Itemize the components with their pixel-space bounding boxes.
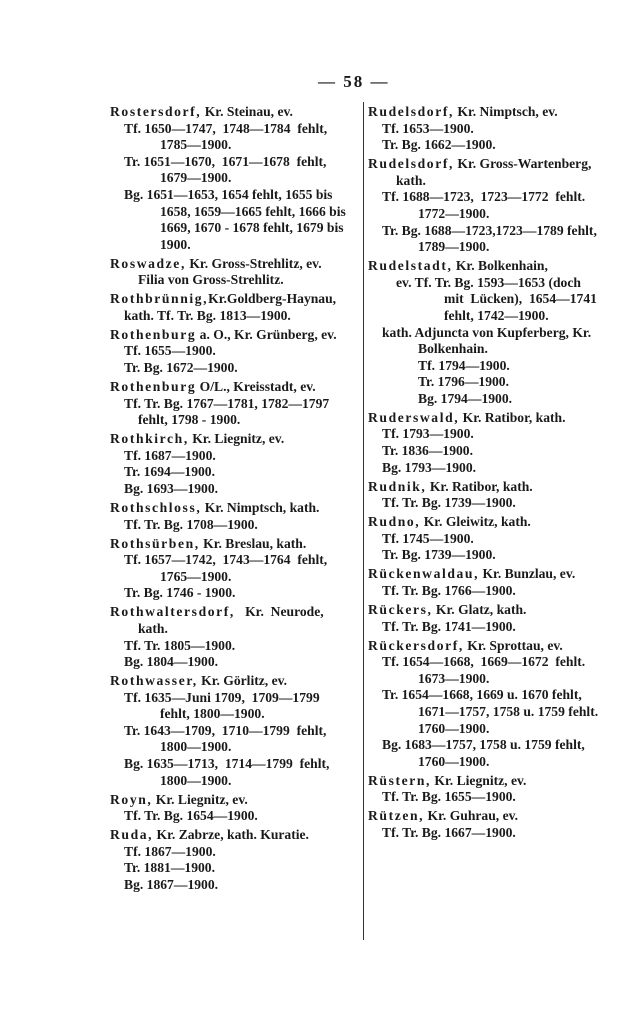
record-line: Bg. 1683—1757, 1758 u. 1759 fehlt, [382,737,585,753]
record-line: kath. [138,620,168,636]
place-name: Rothsürben, [110,535,200,551]
record-line: 1760—1900. [418,753,490,769]
record-line: Tr. Bg. 1739—1900. [382,547,496,563]
place-district: Kr. Liegnitz, ev. [152,791,248,807]
place-district: Kr. Sprottau, ev. [463,637,563,653]
record-line: 1673—1900. [418,670,490,686]
place-entry [368,773,630,806]
entry-heading [110,104,360,121]
place-district: Kr. Neurode, [234,604,324,620]
place-name: Rückenwaldau, [368,566,480,582]
record-line: Tr. 1796—1900. [418,374,510,390]
place-district: Kr. Zabrze, kath. Kuratie. [153,827,309,843]
place-entry [110,327,360,377]
place-name: Rothschloss, [110,500,202,515]
place-name: Rothenburg [110,379,197,395]
record-line: 1772—1900. [418,205,490,221]
record-line: 1765—1900. [160,568,232,584]
record-line: Tf. 1794—1900. [418,357,510,373]
place-entry [368,156,630,256]
record-line: 1679—1900. [160,170,232,186]
place-entry [110,379,360,429]
entry-heading [368,104,630,121]
entry-heading [110,536,360,553]
place-entry [368,258,630,407]
place-name: Rudno, [368,514,421,530]
entry-heading [110,792,360,809]
record-line: Tf. Tr. Bg. 1655—1900. [382,789,516,805]
place-name: Rothkirch, [110,431,189,447]
record-line: Tr. 1881—1900. [124,860,216,876]
place-entry [368,479,630,512]
record-line: Tf. 1654—1668, 1669—1672 fehlt. [382,654,586,670]
entry-heading [110,256,360,273]
place-district: Kr. Nimptsch, kath. [201,500,320,515]
place-name: Rüstern, [368,772,432,788]
left-column [110,104,360,896]
place-name: Rückers, [368,601,433,617]
place-district: Kr. Ratibor, kath. [459,409,566,425]
place-entry [110,104,360,253]
record-line: fehlt, 1800—1900. [160,706,265,722]
place-district: Kr. Liegnitz, ev. [431,772,527,788]
entry-heading [110,604,360,621]
record-line: kath. Tf. Tr. Bg. 1813—1900. [124,307,291,323]
entry-heading [110,379,360,396]
record-line: 1900. [160,236,191,252]
place-district: Kr. Breslau, kath. [199,535,307,551]
place-name: Roswadze, [110,255,186,271]
record-line: Bg. 1693—1900. [124,481,219,497]
record-line: Tf. 1653—1900. [382,120,474,136]
record-line: Tr. Bg. 1688—1723,1723—1789 fehlt, [382,222,597,238]
place-entry [110,291,360,324]
record-line: Bg. 1793—1900. [382,459,477,475]
place-name: Ruda, [110,827,154,843]
place-entry [368,514,630,564]
record-line: Tf. 1688—1723, 1723—1772 fehlt. [382,189,586,205]
place-district: Kr. Bolkenhain, [452,258,548,274]
place-entry [110,256,360,289]
place-name: Rudelsdorf, [368,156,454,172]
record-line: Bg. 1635—1713, 1714—1799 fehlt, [124,756,330,772]
record-line: 1671—1757, 1758 u. 1759 fehlt. [418,703,599,719]
place-entry [368,602,630,635]
record-line: Tr. 1654—1668, 1669 u. 1670 fehlt, [382,687,582,703]
record-line: Tr. 1694—1900. [124,464,216,480]
place-name: Rothwaltersdorf, [110,604,235,620]
entry-heading [368,410,630,427]
record-line: Tf. Tr. 1805—1900. [124,637,236,653]
place-entry [110,500,360,533]
record-line: 1789—1900. [418,239,490,255]
place-name: Rostersdorf, [110,104,202,119]
record-line: Tf. 1657—1742, 1743—1764 fehlt, [124,552,328,568]
record-line: Tf. Tr. Bg. 1708—1900. [124,516,258,532]
place-district: Kr. Glatz, kath. [432,601,527,617]
entry-heading [110,673,360,690]
right-column [368,104,630,844]
place-entry [110,827,360,893]
place-entry [110,673,360,789]
record-line: Tf. 1745—1900. [382,530,474,546]
entry-heading [110,431,360,448]
place-entry [368,104,630,154]
place-name: Rückersdorf, [368,637,464,653]
record-line: 1669, 1670 - 1678 fehlt, 1679 bis [160,220,344,236]
entry-heading [368,566,630,583]
record-line: 1760—1900. [418,720,490,736]
record-line: Bg. 1867—1900. [124,877,219,893]
place-entry [368,808,630,841]
place-district: Kr. Gross-Strehlitz, ev. [185,255,322,271]
place-entry [110,792,360,825]
record-line: Tf. 1687—1900. [124,447,216,463]
place-district: Kr. Guhrau, ev. [424,808,519,824]
entry-heading [110,327,360,344]
record-line: Bg. 1804—1900. [124,654,219,670]
record-line: Tf. Tr. Bg. 1667—1900. [382,824,516,840]
place-entry [110,604,360,670]
entry-heading [368,638,630,655]
record-line: Tf. 1867—1900. [124,843,216,859]
record-line: 1658, 1659—1665 fehlt, 1666 bis [160,203,346,219]
entry-heading [368,808,630,825]
record-line: Bg. 1794—1900. [418,390,513,406]
place-district: O/L., Kreisstadt, ev. [196,379,316,395]
record-line: fehlt, 1798 - 1900. [138,412,241,428]
record-line: Tf. 1793—1900. [382,426,474,442]
record-line: Tr. 1836—1900. [382,443,474,459]
entry-heading [368,514,630,531]
entry-heading [110,500,360,517]
record-line: fehlt, 1742—1900. [444,307,549,323]
record-line: Bolkenhain. [418,341,488,357]
place-entry [110,536,360,602]
place-district: Kr.Goldberg-Haynau, [208,291,337,307]
place-name: Rudelsdorf, [368,104,454,119]
place-name: Rudnik, [368,478,427,494]
place-name: Rothbrünnig, [110,291,209,307]
place-entry [368,638,630,771]
place-name: Rothenburg [110,326,197,342]
record-line: 1800—1900. [160,739,232,755]
record-line: Bg. 1651—1653, 1654 fehlt, 1655 bis [124,186,333,202]
record-line: Tf. Tr. Bg. 1654—1900. [124,808,258,824]
page-number: — 58 — [318,72,390,91]
record-line: kath. Adjuncta von Kupferberg, Kr. [382,324,592,340]
record-line: mit Lücken), 1654—1741 [444,291,597,307]
record-line: 1800—1900. [160,772,232,788]
record-line: Tr. 1643—1709, 1710—1799 fehlt, [124,722,327,738]
place-district: Kr. Gleiwitz, kath. [420,514,531,530]
place-district: Kr. Liegnitz, ev. [188,431,285,447]
place-name: Rudelstadt, [368,258,453,274]
place-district: Kr. Steinau, ev. [201,104,293,119]
record-line: Tr. Bg. 1746 - 1900. [124,585,236,601]
place-district: Kr. Gross-Wartenberg, [453,156,592,172]
place-name: Rothwasser, [110,673,198,689]
place-name: Ruderswald, [368,409,460,425]
place-name: Royn, [110,791,153,807]
entry-heading [368,602,630,619]
place-district: Kr. Bunzlau, ev. [479,566,576,582]
entry-heading [368,156,630,173]
place-district: Kr. Nimptsch, ev. [453,104,558,119]
record-line: Tr. Bg. 1672—1900. [124,360,238,376]
place-entry [110,431,360,497]
place-entry [368,566,630,599]
entry-heading [368,479,630,496]
record-line: Tr. Bg. 1662—1900. [382,137,496,153]
place-district: Kr. Ratibor, kath. [426,478,533,494]
record-line: Tf. Tr. Bg. 1739—1900. [382,495,516,511]
place-name: Rützen, [368,808,425,824]
entry-heading [110,291,360,308]
record-line: Tf. 1650—1747, 1748—1784 fehlt, [124,120,328,136]
record-line: Tf. Tr. Bg. 1767—1781, 1782—1797 [124,395,330,411]
entry-heading [110,827,360,844]
place-entry [368,410,630,476]
record-line: Tf. 1655—1900. [124,343,216,359]
record-line: 1785—1900. [160,137,232,153]
record-line: ev. Tf. Tr. Bg. 1593—1653 (doch [396,274,581,290]
record-line: Filia von Gross-Strehlitz. [138,272,284,288]
record-line: Tf. Tr. Bg. 1741—1900. [382,618,516,634]
place-district: a. O., Kr. Grünberg, ev. [196,326,337,342]
record-line: Tf. 1635—Juni 1709, 1709—1799 [124,689,320,705]
record-line: Tf. Tr. Bg. 1766—1900. [382,582,516,598]
record-line: kath. [396,172,426,188]
record-line: Tr. 1651—1670, 1671—1678 fehlt, [124,153,327,169]
entry-heading [368,773,630,790]
place-district: Kr. Görlitz, ev. [197,673,288,689]
column-divider [363,102,364,940]
entry-heading [368,258,630,275]
